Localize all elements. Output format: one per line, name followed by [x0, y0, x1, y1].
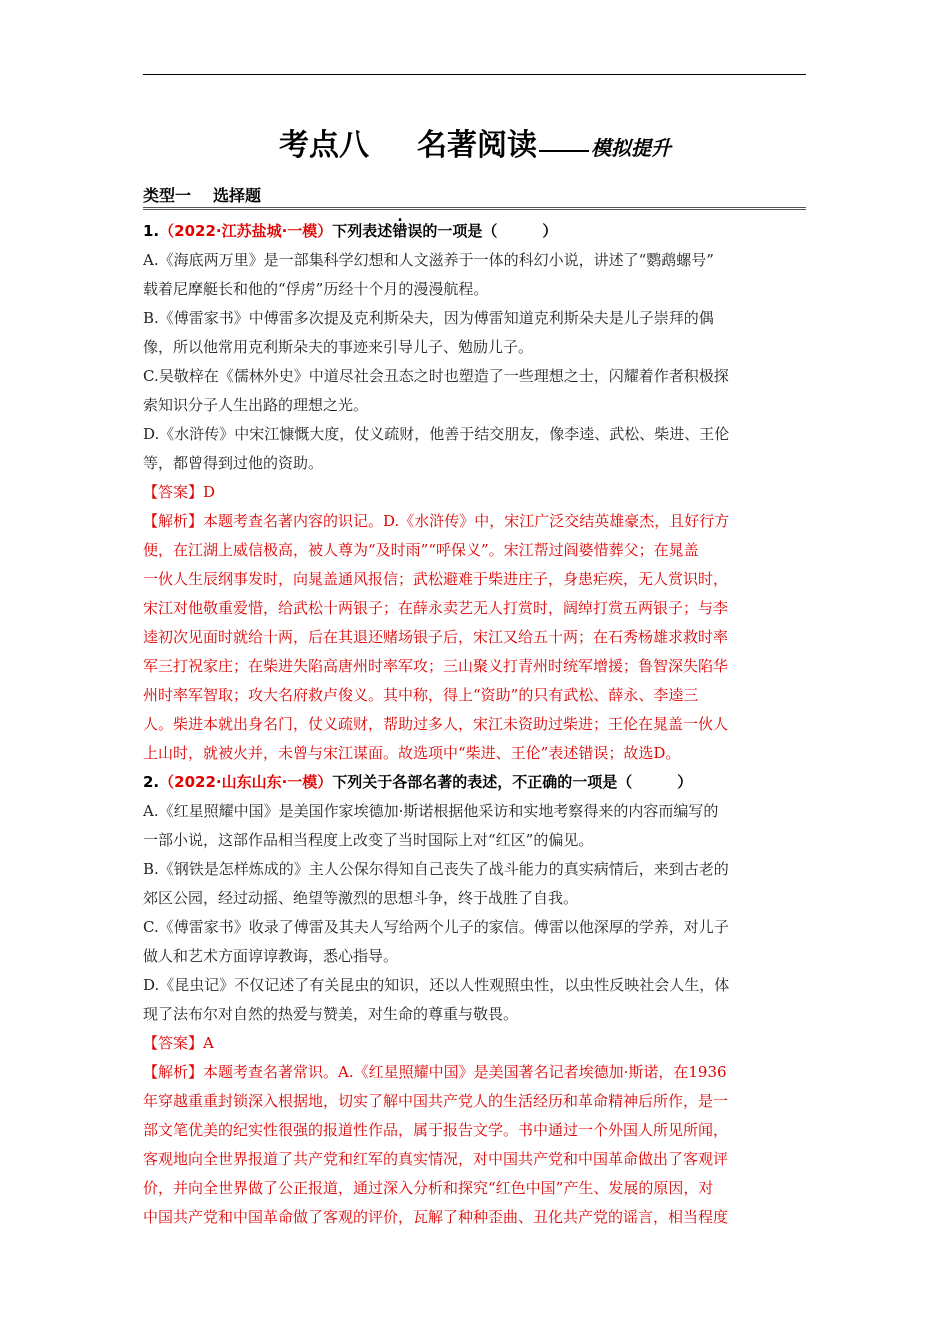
title-subtitle: 模拟提升: [591, 136, 671, 160]
option-line: 载着尼摩艇长和他的“俘虏”历经十个月的漫漫航程。: [143, 280, 489, 298]
question-source: （2022·山东山东·一模）: [159, 773, 333, 791]
option-line: 等，都曾得到过他的资助。: [143, 454, 324, 472]
question-stem: 下列关于各部名著的表述，不正确的一项是（ ）: [332, 773, 693, 791]
title-dash: [539, 150, 589, 152]
analysis-line: 宋江对他敬重爱惜，给武松十两银子；在薛永卖艺无人打赏时，阔绰打赏五两银子；与李: [143, 599, 729, 617]
section-heading: [143, 183, 806, 210]
question-number: 1.: [143, 222, 160, 240]
header-rule: [143, 74, 806, 75]
analysis-line: 客观地向全世界报道了共产党和红军的真实情况，对中国共产党和中国革命做出了客观评: [143, 1150, 729, 1168]
section-name: 选择题: [213, 186, 262, 205]
option-line: 一部小说，这部作品相当程度上改变了当时国际上对“红区”的偏见。: [143, 831, 594, 849]
content-body: [143, 217, 806, 1232]
analysis-line: [143, 1058, 806, 1087]
option-line: B.《钢铁是怎样炼成的》主人公保尔得知自己丧失了战斗能力的真实病情后，来到古老的: [143, 860, 729, 878]
option-line: 索知识分子人生出路的理想之光。: [143, 396, 369, 414]
option-line: 像，所以他常用克利斯朵夫的事迹来引导儿子、勉励儿子。: [143, 338, 534, 356]
option-line: C.《傅雷家书》收录了傅雷及其夫人写给两个儿子的家信。傅雷以他深厚的学养，对儿子: [143, 918, 729, 936]
option-line: B.《傅雷家书》中傅雷多次提及克利斯朵夫，因为傅雷知道克利斯朵夫是儿子崇拜的偶: [143, 309, 714, 327]
page-title: [0, 120, 950, 164]
question-1-stem: [143, 217, 806, 246]
option-line: C.吴敬梓在《儒林外史》中道尽社会丑态之时也塑造了一些理想之士，闪耀着作者积极探: [143, 367, 729, 385]
option-line: 做人和艺术方面谆谆教诲，悉心指导。: [143, 947, 399, 965]
option-line: A.《红星照耀中国》是美国作家埃德加·斯诺根据他采访和实地考察得来的内容而编写的: [143, 802, 719, 820]
answer-line: [143, 1029, 806, 1058]
analysis-label: 【解析】: [143, 1063, 204, 1081]
option-line: D.《水浒传》中宋江慷慨大度，仗义疏财，他善于结交朋友，像李逵、武松、柴进、王伦: [143, 425, 730, 443]
analysis-line: 价，并向全世界做了公正报道，通过深入分析和探究“红色中国”产生、发展的原因，对: [143, 1179, 714, 1197]
option-line: D.《昆虫记》不仅记述了有关昆虫的知识，还以人性观照虫性，以虫性反映社会人生，体: [143, 976, 730, 994]
question-number: 2.: [143, 773, 160, 791]
title-topic-number: 考点八: [279, 128, 369, 163]
question-stem-emphasis: 错误: [392, 222, 423, 240]
analysis-line: 一伙人生辰纲事发时，向晁盖通风报信；武松避难于柴进庄子，身患疟疾，无人赏识时，: [143, 570, 729, 588]
answer-label: 【答案】: [143, 1034, 204, 1052]
analysis-line: [143, 507, 806, 536]
answer-value: D: [203, 483, 216, 501]
section-label: 类型一: [143, 186, 192, 205]
question-stem-part: 下列表述: [332, 222, 393, 240]
title-topic-name: 名著阅读: [417, 128, 537, 163]
analysis-line: 部文笔优美的纪实性很强的报道性作品，属于报告文学。书中通过一个外国人所见所闻，: [143, 1121, 729, 1139]
question-stem-part: 的一项是（ ）: [422, 222, 558, 240]
analysis-line: 中国共产党和中国革命做了客观的评价，瓦解了种种歪曲、丑化共产党的谣言，相当程度: [143, 1208, 729, 1226]
analysis-text: 本题考查名著常识。A.《红星照耀中国》是美国著名记者埃德加·斯诺，在1936: [203, 1063, 727, 1081]
analysis-line: 便，在江湖上威信极高，被人尊为“及时雨”“呼保义”。宋江帮过阎婆惜葬父；在晁盖: [143, 541, 699, 559]
analysis-line: 州时率军智取；攻大名府救卢俊义。其中称，得上“资助”的只有武松、薛永、李逵三: [143, 686, 699, 704]
analysis-line: 上山时，就被火并，未曾与宋江谋面。故选项中“柴进、王伦”表述错误；故选D。: [143, 744, 681, 762]
option-line: 郊区公园，经过动摇、绝望等激烈的思想斗争，终于战胜了自我。: [143, 889, 579, 907]
analysis-line: 人。柴进本就出身名门，仗义疏财，帮助过多人，宋江未资助过柴进；王伦在晁盖一伙人: [143, 715, 729, 733]
analysis-text: 本题考查名著内容的识记。D.《水浒传》中，宋江广泛交结英雄豪杰，且好行方: [203, 512, 730, 530]
analysis-label: 【解析】: [143, 512, 204, 530]
answer-value: A: [203, 1034, 214, 1052]
question-2-stem: [143, 768, 806, 797]
question-source: （2022·江苏盐城·一模）: [159, 222, 333, 240]
analysis-line: 军三打祝家庄；在柴进失陷高唐州时率军攻；三山聚义打青州时统军增援；鲁智深失陷华: [143, 657, 729, 675]
answer-line: [143, 478, 806, 507]
option-line: A.《海底两万里》是一部集科学幻想和人文滋养于一体的科幻小说，讲述了“鹦鹉螺号”: [143, 251, 714, 269]
answer-label: 【答案】: [143, 483, 204, 501]
analysis-line: 年穿越重重封锁深入根据地，切实了解中国共产党人的生活经历和革命精神后所作，是一: [143, 1092, 729, 1110]
analysis-line: 逵初次见面时就给十两，后在其退还赌场银子后，宋江又给五十两；在石秀杨雄求救时率: [143, 628, 729, 646]
option-line: 现了法布尔对自然的热爱与赞美，对生命的尊重与敬畏。: [143, 1005, 519, 1023]
